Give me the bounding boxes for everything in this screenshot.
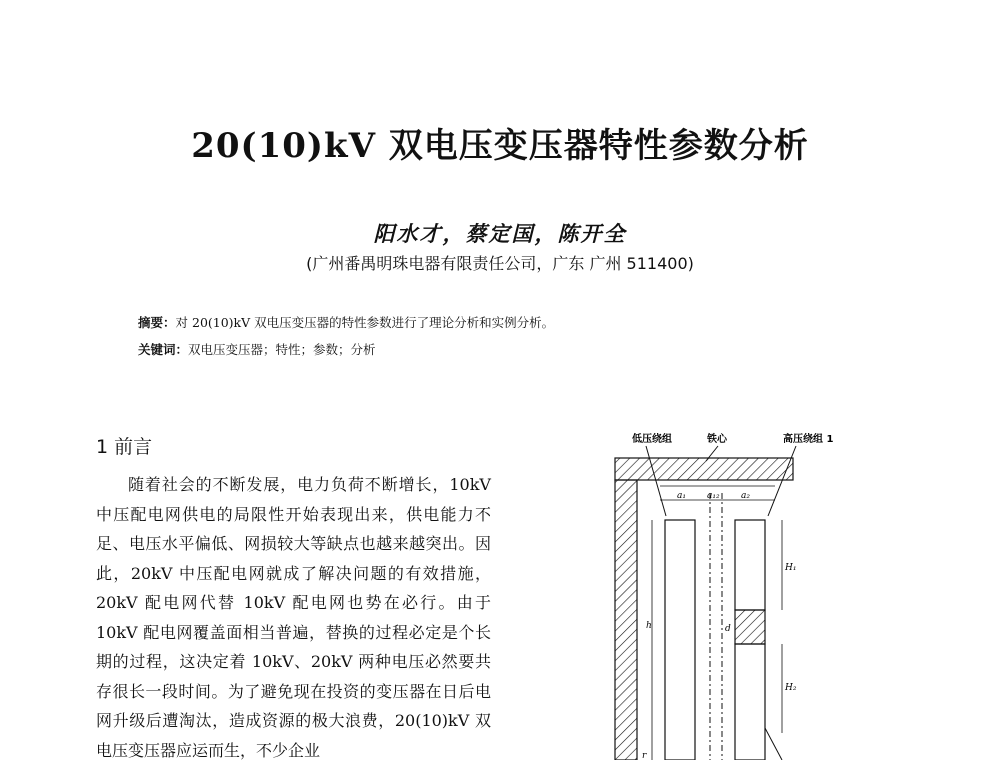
abstract-text: 对 20(10)kV 双电压变压器的特性参数进行了理论分析和实例分析。	[175, 315, 555, 330]
paragraph: 随着社会的不断发展，电力负荷不断增长，10kV 中压配电网供电的局限性开始表现出来，供电能力不足、电压水平偏低、网损较大等缺点也越来越突出。因此，20kV 中压配电网就成了解决问题的有效措施，20kV 配电网代替 10kV 配电网也势在必行。由于 10kV 配电网覆盖面相当普遍，替换的过程必定是个长期的过程，这决定着 10kV、20kV 两种电压必然要共存很长一段时间。为了避免现在投资的变压器在日后电网升级后遭淘汰，造成资源的极大浪费，20(10)kV 双电压变压器应运而生，不少企业	[96, 475, 491, 760]
dim-a12: a₁₂	[707, 491, 720, 501]
dim-h: h	[646, 621, 652, 631]
keywords-text: 双电压变压器；特性；参数；分析	[188, 342, 376, 357]
abstract-label: 摘要：	[138, 315, 176, 330]
dim-H1: H₁	[785, 563, 797, 573]
low-voltage-winding	[665, 520, 695, 760]
authors: 阳水才，蔡定国，陈开全	[373, 221, 627, 246]
body-text	[96, 470, 491, 765]
dim-H2: H₂	[785, 683, 797, 693]
dim-d: d	[725, 624, 731, 634]
label-iron-core: 铁心	[707, 434, 727, 445]
dim-r: r	[642, 751, 647, 760]
paper-title: 20(10)kV 双电压变压器特性参数分析	[191, 126, 809, 166]
dim-a1: a₁	[677, 491, 686, 501]
winding-diagram	[600, 428, 860, 760]
dim-a2: a₂	[741, 491, 750, 501]
label-high-voltage-winding: 高压绕组 1	[783, 434, 834, 445]
high-voltage-winding-upper	[735, 520, 765, 610]
core-yoke	[615, 458, 793, 480]
keywords-label: 关键词：	[138, 342, 189, 357]
section-heading: 1 前言	[96, 436, 153, 458]
label-low-voltage-winding: 低压绕组	[632, 434, 672, 445]
high-voltage-winding-lower	[735, 644, 765, 760]
tap-gap	[735, 610, 765, 644]
keywords	[138, 340, 376, 358]
abstract	[138, 313, 554, 331]
affiliation: (广州番禺明珠电器有限责任公司，广东 广州 511400)	[306, 254, 694, 273]
core-limb	[615, 480, 637, 760]
